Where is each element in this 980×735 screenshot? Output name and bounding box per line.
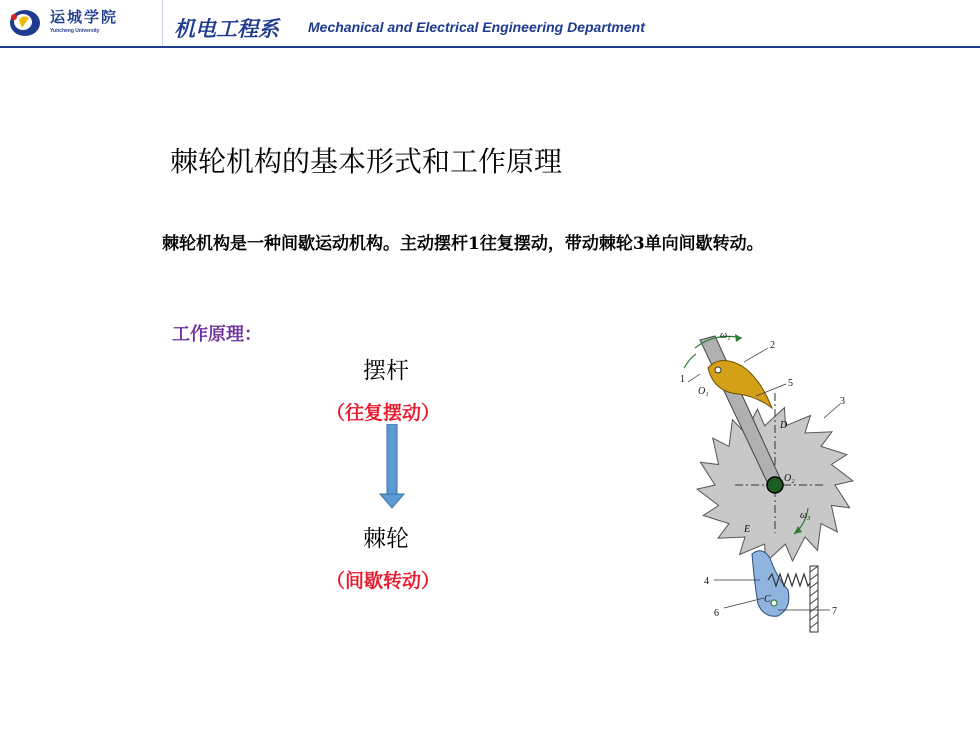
e-label: E — [744, 524, 751, 535]
c-label: C — [764, 594, 771, 605]
part-1-label: 1 — [680, 374, 685, 385]
university-logo — [0, 0, 163, 46]
omega1-label: ω₁ — [720, 330, 731, 341]
slide-description: 棘轮机构是一种间歇运动机构。主动摆杆1往复摆动，带动棘轮3单向间歇转动。 — [162, 234, 764, 254]
flow-sub-rocker: （往复摆动） — [326, 402, 441, 424]
d-label: D — [780, 420, 788, 431]
part-2-label: 2 — [770, 340, 775, 351]
flow-label-rocker: 摆杆 — [363, 358, 409, 384]
o2-label: O₂ — [784, 473, 795, 484]
o1-label: O₁ — [698, 386, 709, 397]
logo-emblem-icon — [8, 8, 42, 38]
principle-heading: 工作原理： — [172, 324, 262, 345]
ratchet-mechanism-diagram — [660, 318, 860, 638]
logo-english-text: Yuncheng University — [50, 28, 100, 34]
flow-sub-ratchet: （间歇转动） — [326, 570, 441, 592]
slide-title: 棘轮机构的基本形式和工作原理 — [170, 145, 563, 178]
department-name-cn: 机电工程系 — [174, 17, 279, 41]
department-name-en: Mechanical and Electrical Engineering Department — [308, 19, 645, 35]
logo-chinese-text: 运城学院 — [50, 8, 119, 26]
flow-label-ratchet: 棘轮 — [363, 526, 409, 552]
part-3-label: 3 — [840, 396, 845, 407]
omega3-label: ω₃ — [800, 510, 811, 521]
wheel-hub-icon — [767, 477, 783, 493]
part-7-label: 7 — [832, 606, 837, 617]
part-4-label: 4 — [704, 576, 709, 587]
header-bar — [0, 0, 980, 48]
part-5-label: 5 — [788, 378, 793, 389]
down-arrow-icon — [378, 424, 406, 510]
part-6-label: 6 — [714, 608, 719, 619]
